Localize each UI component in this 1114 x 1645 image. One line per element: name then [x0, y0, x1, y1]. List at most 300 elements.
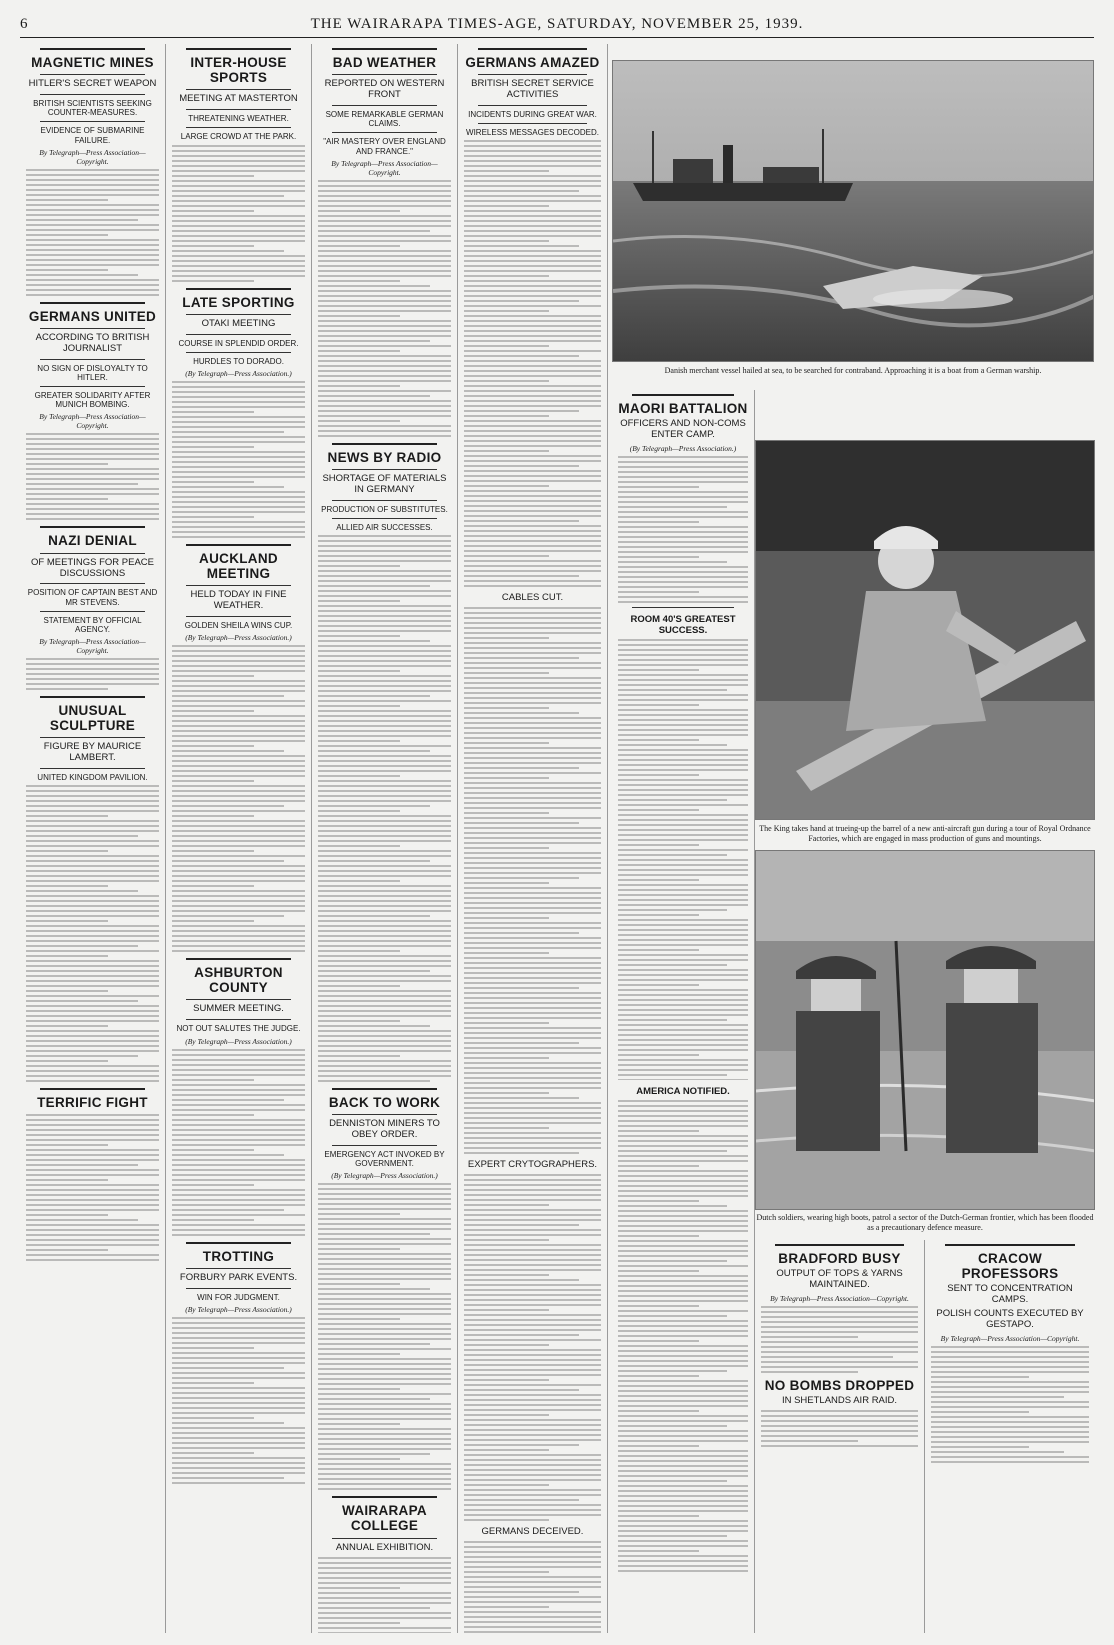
text-line	[618, 556, 699, 558]
text-line	[464, 340, 601, 342]
text-line	[26, 860, 159, 862]
article-text	[761, 1306, 918, 1373]
text-line	[318, 1050, 451, 1052]
text-line	[318, 1468, 451, 1470]
text-line	[464, 1576, 601, 1578]
text-line	[618, 476, 748, 478]
text-line	[464, 787, 601, 789]
text-line	[26, 795, 159, 797]
text-line	[26, 865, 159, 867]
article-byline: By Telegraph—Press Association—Copyright.	[39, 147, 146, 166]
text-line	[318, 1478, 451, 1480]
text-line	[464, 515, 601, 517]
text-line	[318, 730, 451, 732]
text-line	[172, 1332, 305, 1334]
deck-rule	[478, 105, 587, 106]
text-line	[172, 1382, 254, 1384]
text-line	[318, 885, 451, 887]
text-line	[464, 1274, 549, 1276]
text-line	[26, 985, 159, 987]
text-line	[464, 1249, 601, 1251]
text-line	[26, 965, 159, 967]
text-line	[464, 1419, 601, 1421]
text-line	[464, 667, 601, 669]
article-headline: TROTTING	[202, 1248, 275, 1264]
text-line	[318, 365, 451, 367]
text-line	[618, 1285, 748, 1287]
text-line	[318, 535, 451, 537]
text-line	[618, 1460, 748, 1462]
text-line	[172, 210, 254, 212]
text-line	[172, 391, 305, 393]
article-deck: INCIDENTS DURING GREAT WAR.	[468, 109, 597, 119]
text-line	[26, 498, 108, 500]
text-line	[318, 1263, 451, 1265]
text-line	[618, 1420, 748, 1422]
text-line	[318, 190, 451, 192]
text-line	[464, 1022, 549, 1024]
text-line	[618, 1320, 748, 1322]
text-line	[464, 902, 601, 904]
text-line	[464, 662, 601, 664]
text-line	[172, 780, 254, 782]
text-line	[318, 400, 451, 402]
text-line	[172, 1234, 305, 1236]
text-line	[618, 1004, 748, 1006]
text-line	[26, 433, 159, 435]
text-line	[618, 1044, 748, 1046]
text-line	[172, 730, 305, 732]
text-line	[318, 1243, 451, 1245]
article-text	[761, 1410, 918, 1447]
deck-rule	[186, 352, 291, 353]
text-line	[464, 1334, 579, 1336]
text-line	[618, 1039, 748, 1041]
text-line	[318, 875, 451, 877]
text-line	[26, 1254, 159, 1256]
text-line	[618, 1560, 748, 1562]
text-line	[464, 1414, 549, 1416]
text-line	[464, 1439, 601, 1441]
text-line	[318, 600, 400, 602]
maori-byline: (By Telegraph—Press Association.)	[629, 443, 737, 453]
text-line	[464, 1057, 549, 1059]
text-line	[464, 1239, 549, 1241]
text-line	[618, 1029, 748, 1031]
text-line	[618, 1120, 748, 1122]
text-line	[26, 940, 159, 942]
article-byline: By Telegraph—Press Association—Copyright.	[39, 412, 146, 431]
text-line	[318, 255, 451, 257]
text-line	[464, 445, 601, 447]
article-deck: SOME REMARKABLE GERMAN CLAIMS.	[325, 109, 444, 129]
text-line	[318, 780, 451, 782]
headline-rule	[40, 302, 145, 304]
text-line	[318, 310, 451, 312]
text-line	[318, 1343, 430, 1345]
cracow-headline: CRACOW PROFESSORS	[961, 1251, 1059, 1282]
text-line	[172, 745, 254, 747]
text-line	[464, 455, 601, 457]
article-deck: FORBURY PARK EVENTS.	[179, 1271, 298, 1283]
text-line	[172, 1089, 305, 1091]
text-line	[464, 1494, 601, 1496]
article	[318, 443, 451, 1082]
text-line	[318, 1587, 400, 1589]
text-line	[172, 491, 305, 493]
text-line	[318, 1188, 451, 1190]
text-line	[26, 443, 159, 445]
text-line	[464, 385, 601, 387]
text-line	[618, 1250, 748, 1252]
text-line	[464, 807, 601, 809]
text-line	[464, 380, 549, 382]
text-line	[464, 967, 601, 969]
article-deck: HELD TODAY IN FINE WEATHER.	[190, 589, 287, 612]
text-line	[618, 1365, 748, 1367]
article-deck: SHORTAGE OF MATERIALS IN GERMANY	[322, 472, 447, 495]
text-line	[172, 531, 305, 533]
text-line	[318, 1000, 451, 1002]
text-line	[318, 1597, 451, 1599]
text-line	[464, 1122, 601, 1124]
text-line	[318, 800, 451, 802]
text-line	[318, 430, 451, 432]
text-line	[26, 805, 159, 807]
text-line	[464, 1284, 601, 1286]
text-line	[464, 1214, 601, 1216]
text-line	[464, 1194, 601, 1196]
text-line	[464, 1369, 601, 1371]
article-text	[26, 433, 159, 520]
text-line	[464, 1174, 601, 1176]
text-line	[172, 1422, 284, 1424]
text-line	[318, 330, 451, 332]
text-line	[318, 550, 451, 552]
text-line	[318, 1398, 430, 1400]
text-line	[26, 875, 159, 877]
text-line	[464, 937, 601, 939]
text-line	[618, 1009, 748, 1011]
article-deck: OF MEETINGS FOR PEACE DISCUSSIONS	[31, 556, 154, 579]
text-line	[618, 774, 699, 776]
text-line	[761, 1371, 858, 1373]
text-line	[26, 895, 159, 897]
text-line	[318, 615, 451, 617]
text-line	[318, 275, 451, 277]
text-line	[464, 370, 601, 372]
text-line	[464, 677, 601, 679]
text-line	[464, 1424, 601, 1426]
page-number: 6	[20, 16, 28, 32]
text-line	[618, 1175, 748, 1177]
text-line	[464, 315, 601, 317]
text-line	[464, 1142, 601, 1144]
text-line	[464, 1389, 579, 1391]
text-line	[318, 630, 451, 632]
text-line	[464, 607, 601, 609]
deck-rule	[332, 1538, 437, 1539]
text-line	[26, 910, 159, 912]
text-line	[318, 810, 400, 812]
text-line	[318, 1557, 451, 1559]
deck-rule	[332, 74, 437, 75]
text-line	[318, 215, 451, 217]
text-line	[318, 920, 451, 922]
text-line	[318, 340, 430, 342]
article-byline: (By Telegraph—Press Association.)	[185, 633, 292, 643]
text-line	[26, 438, 159, 440]
text-line	[761, 1445, 918, 1447]
text-line	[318, 1428, 451, 1430]
text-line	[464, 1032, 601, 1034]
headline-rule	[40, 1088, 145, 1090]
text-line	[172, 670, 305, 672]
text-line	[26, 1194, 159, 1196]
text-line	[26, 1244, 159, 1246]
text-line	[172, 461, 305, 463]
text-line	[318, 655, 451, 657]
article-headline: MAGNETIC MINES	[31, 55, 154, 70]
text-line	[464, 230, 601, 232]
text-line	[464, 1279, 579, 1281]
text-line	[26, 658, 159, 660]
text-line	[618, 1255, 748, 1257]
text-line	[618, 949, 699, 951]
text-line	[26, 483, 138, 485]
text-line	[318, 320, 451, 322]
text-line	[172, 815, 254, 817]
text-line	[26, 1000, 138, 1002]
deck-rule	[478, 74, 587, 75]
text-line	[318, 1323, 451, 1325]
text-line	[172, 770, 305, 772]
text-line	[618, 989, 748, 991]
text-line	[464, 782, 601, 784]
headline-rule	[186, 288, 291, 290]
text-line	[618, 999, 748, 1001]
text-line	[26, 785, 159, 787]
text-line	[26, 1149, 159, 1151]
text-line	[318, 770, 451, 772]
text-line	[618, 734, 748, 736]
text-line	[172, 471, 305, 473]
deck-rule	[186, 334, 291, 335]
text-line	[618, 1049, 748, 1051]
text-line	[464, 1324, 601, 1326]
text-line	[618, 859, 748, 861]
text-line	[26, 935, 159, 937]
text-line	[318, 1488, 451, 1490]
text-line	[618, 679, 748, 681]
text-line	[26, 219, 138, 221]
text-line	[464, 797, 601, 799]
text-line	[318, 435, 451, 437]
text-line	[618, 934, 748, 936]
text-line	[618, 1485, 748, 1487]
text-line	[464, 570, 601, 572]
text-line	[464, 185, 601, 187]
headline-rule	[186, 544, 291, 546]
text-line	[618, 466, 748, 468]
text-line	[172, 650, 305, 652]
text-line	[618, 1345, 748, 1347]
text-line	[618, 944, 748, 946]
text-line	[172, 481, 254, 483]
text-line	[318, 975, 451, 977]
text-line	[464, 927, 601, 929]
text-line	[26, 870, 159, 872]
text-line	[618, 719, 748, 721]
deck-rule	[332, 1145, 437, 1146]
text-line	[464, 1374, 601, 1376]
text-line	[172, 930, 305, 932]
text-line	[464, 1304, 601, 1306]
text-line	[464, 1067, 601, 1069]
article-text	[318, 1183, 451, 1490]
text-line	[318, 735, 451, 737]
text-line	[464, 165, 601, 167]
text-line	[618, 1355, 748, 1357]
text-line	[618, 794, 748, 796]
text-line	[172, 1164, 305, 1166]
text-line	[618, 1200, 699, 1202]
text-line	[318, 960, 451, 962]
text-line	[172, 775, 305, 777]
article-deck: LARGE CROWD AT THE PARK.	[180, 132, 297, 142]
text-line	[464, 1299, 601, 1301]
text-line	[318, 860, 430, 862]
text-line	[618, 521, 699, 523]
text-line	[618, 571, 748, 573]
text-line	[318, 880, 400, 882]
text-line	[172, 1159, 305, 1161]
text-line	[618, 1074, 727, 1076]
text-line	[464, 390, 601, 392]
text-line	[172, 895, 305, 897]
text-line	[464, 405, 601, 407]
text-line	[172, 1432, 305, 1434]
text-line	[318, 1473, 451, 1475]
text-line	[26, 990, 108, 992]
text-line	[618, 1064, 748, 1066]
text-line	[318, 1448, 451, 1450]
text-line	[172, 521, 305, 523]
text-line	[464, 627, 601, 629]
text-line	[464, 325, 601, 327]
text-line	[464, 1199, 601, 1201]
text-line	[172, 1049, 305, 1051]
text-line	[318, 265, 451, 267]
deck-rule	[332, 518, 437, 519]
text-line	[618, 1505, 748, 1507]
text-line	[26, 930, 159, 932]
text-line	[464, 987, 579, 989]
text-line	[26, 1169, 159, 1171]
text-line	[172, 175, 254, 177]
text-line	[618, 1260, 727, 1262]
text-line	[26, 174, 159, 176]
text-line	[318, 1443, 451, 1445]
text-line	[464, 857, 601, 859]
text-line	[318, 325, 451, 327]
text-line	[172, 431, 284, 433]
text-line	[618, 709, 748, 711]
text-line	[318, 895, 451, 897]
text-line	[26, 1015, 159, 1017]
text-line	[464, 490, 601, 492]
text-line	[26, 518, 159, 520]
article-headline: WAIRARAPA COLLEGE	[342, 1503, 427, 1534]
text-line	[618, 684, 748, 686]
text-line	[172, 1194, 305, 1196]
text-line	[464, 637, 549, 639]
text-line	[318, 375, 451, 377]
text-line	[618, 839, 748, 841]
text-line	[172, 1437, 305, 1439]
text-line	[318, 705, 400, 707]
headline-rule	[332, 443, 437, 445]
text-line	[318, 930, 451, 932]
text-line	[618, 576, 748, 578]
text-line	[318, 1298, 451, 1300]
text-line	[464, 1519, 549, 1521]
text-line	[318, 370, 451, 372]
text-line	[172, 506, 305, 508]
text-line	[26, 820, 159, 822]
text-line	[26, 830, 159, 832]
text-line	[618, 1310, 748, 1312]
text-line	[464, 932, 579, 934]
article-deck: BRITISH SCIENTISTS SEEKING COUNTER-MEASURES.	[33, 99, 152, 118]
text-line	[464, 440, 601, 442]
text-line	[172, 255, 305, 257]
text-line	[464, 1117, 601, 1119]
text-line	[464, 420, 601, 422]
text-line	[172, 270, 305, 272]
text-line	[464, 1474, 601, 1476]
text-line	[464, 827, 601, 829]
text-line	[931, 1391, 1089, 1393]
text-line	[318, 1005, 451, 1007]
article-text	[172, 645, 305, 952]
text-line	[618, 1150, 727, 1152]
text-line	[318, 360, 451, 362]
text-line	[26, 1164, 138, 1166]
text-line	[464, 642, 601, 644]
text-line	[618, 869, 748, 871]
text-line	[464, 1219, 601, 1221]
text-line	[26, 880, 159, 882]
text-line	[172, 705, 305, 707]
text-line	[318, 1348, 451, 1350]
article-headline: NEWS BY RADIO	[327, 449, 442, 465]
text-line	[318, 830, 451, 832]
text-line	[618, 1490, 748, 1492]
text-line	[464, 1229, 601, 1231]
text-line	[26, 478, 159, 480]
text-line	[318, 605, 451, 607]
text-line	[172, 1099, 284, 1101]
text-line	[464, 1459, 601, 1461]
text-line	[464, 1591, 579, 1593]
text-line	[318, 790, 451, 792]
text-line	[618, 1290, 748, 1292]
article-deck: EVIDENCE OF SUBMARINE FAILURE.	[40, 126, 145, 145]
text-line	[26, 1174, 159, 1176]
text-line	[464, 430, 601, 432]
article-deck: ALLIED AIR SUCCESSES.	[336, 522, 433, 532]
